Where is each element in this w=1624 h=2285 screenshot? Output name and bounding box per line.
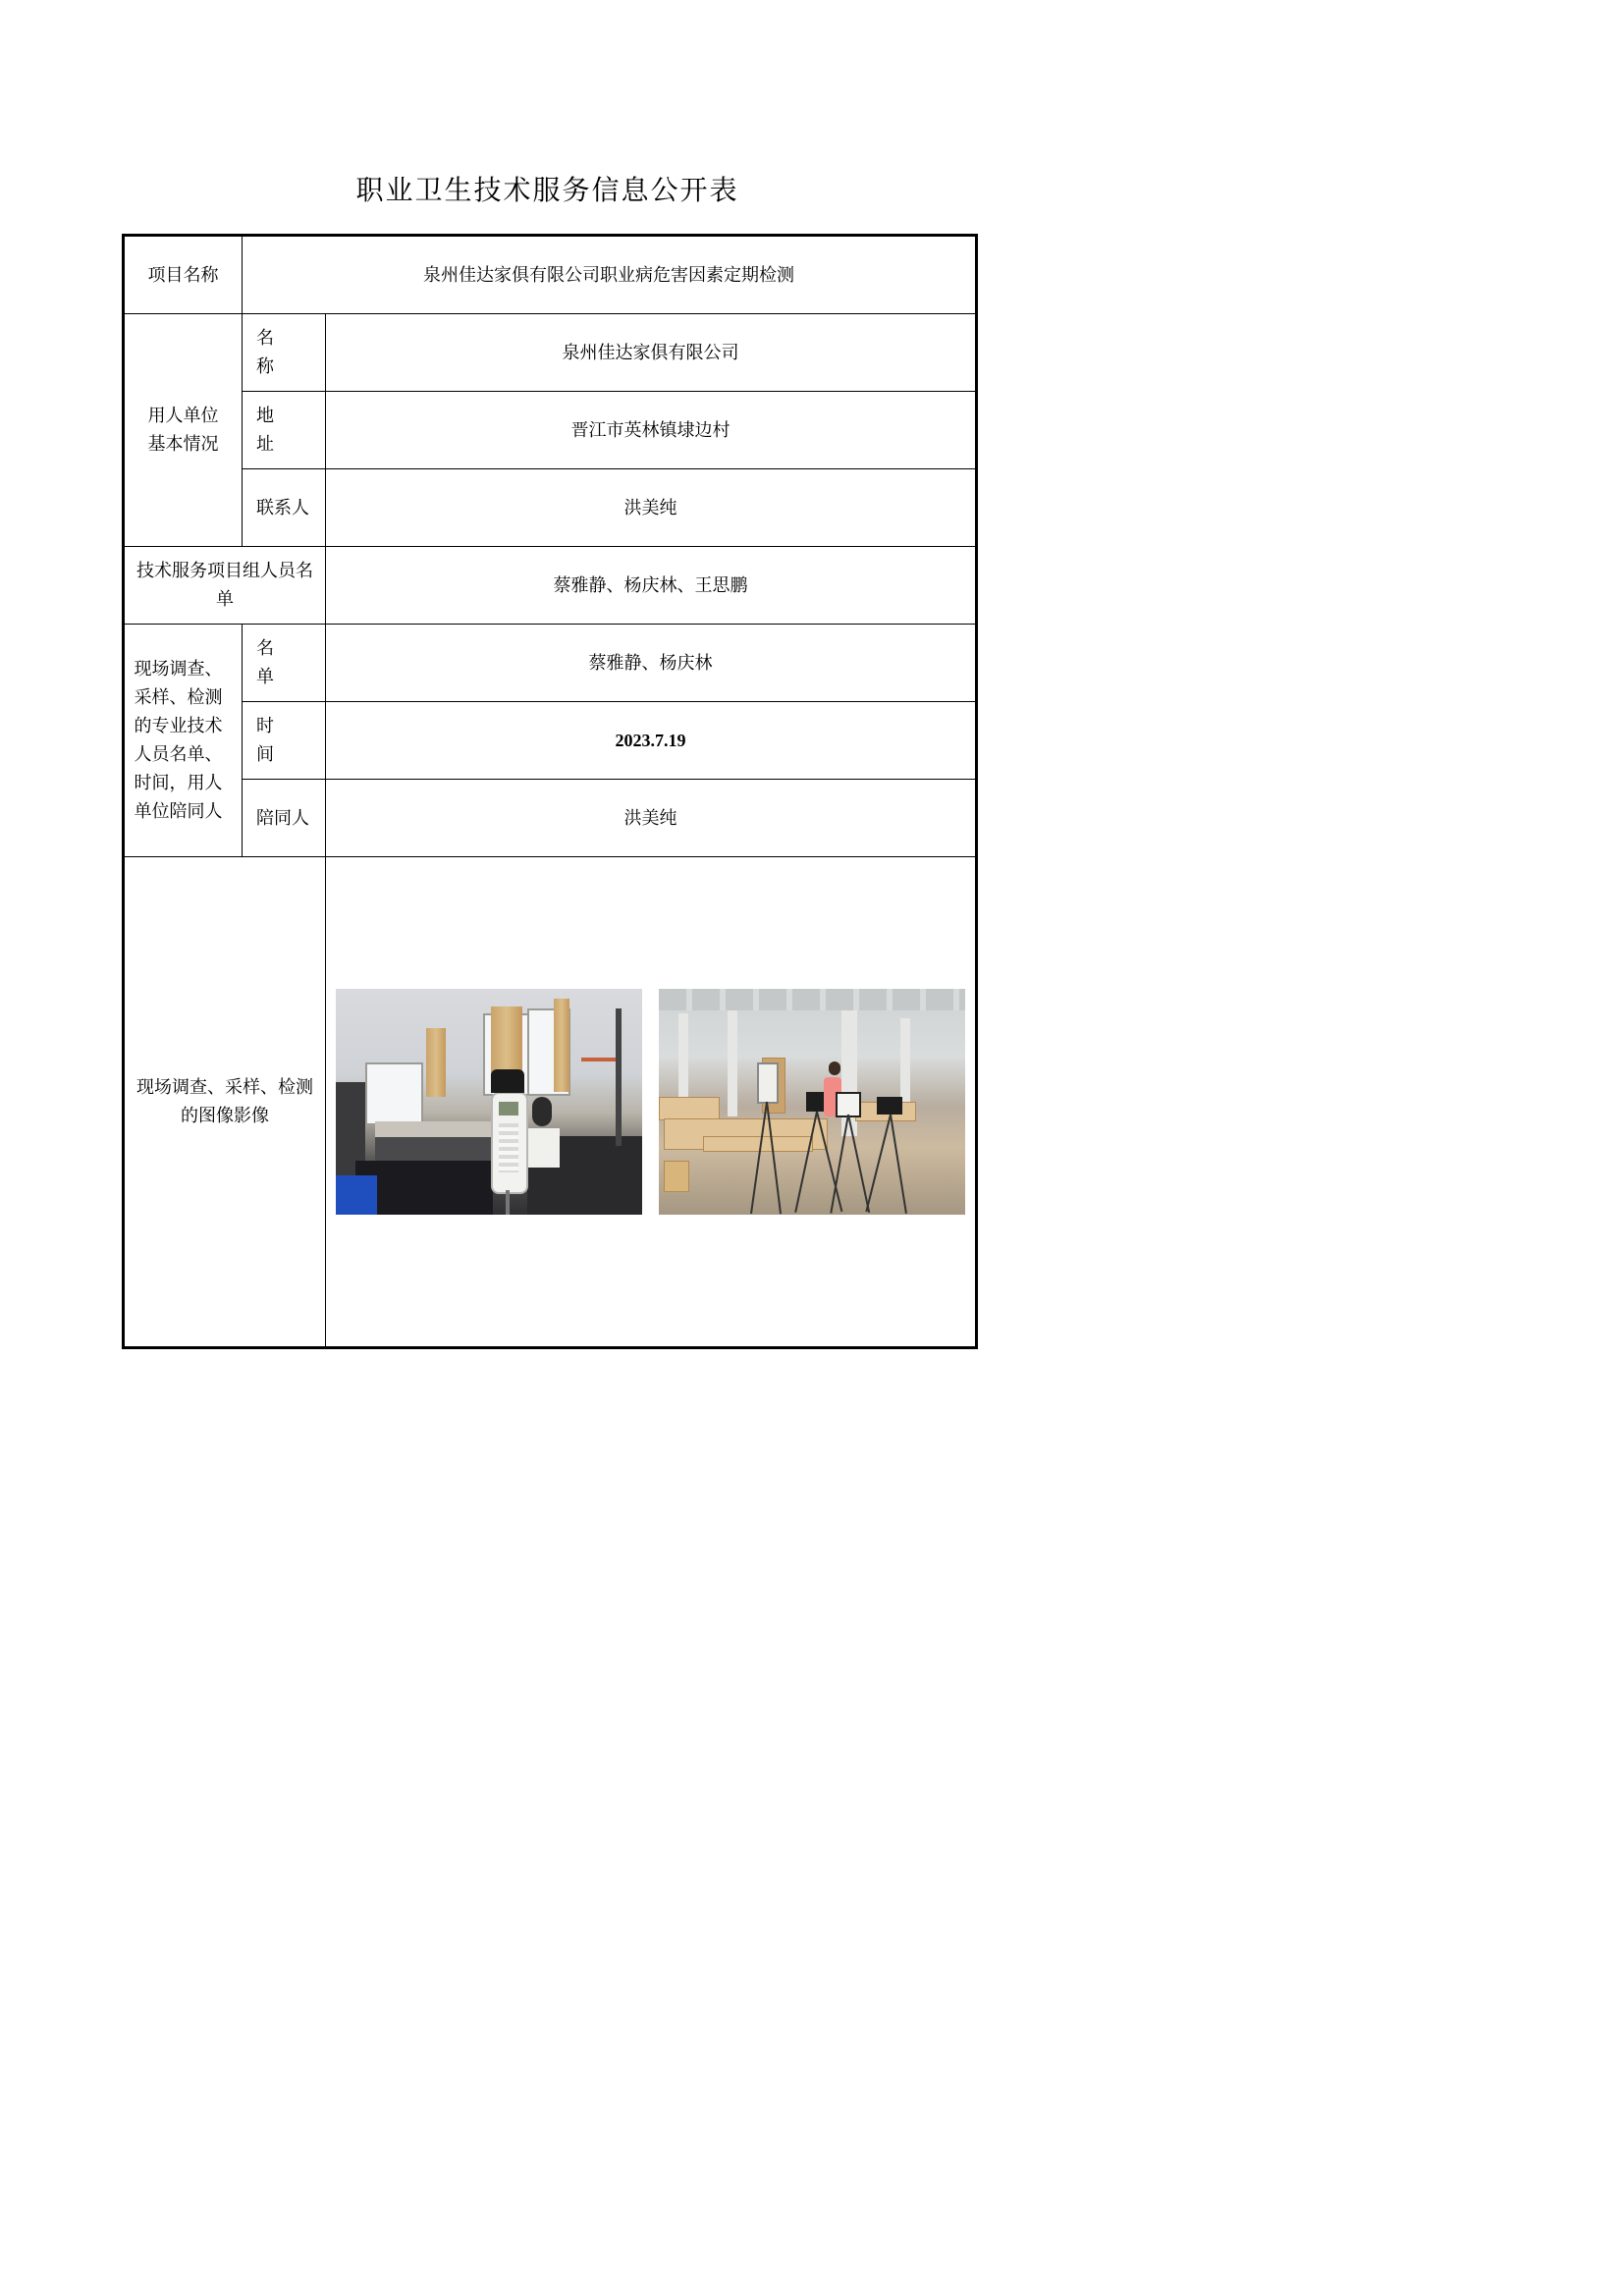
employer-name-label	[243, 314, 326, 392]
images-cell	[326, 857, 977, 1348]
survey-list-label	[243, 625, 326, 702]
survey-label-text: 现场调查、采样、检测的专业技术人员名单、时间，用人单位陪同人	[134, 659, 223, 822]
row-survey-escort	[124, 780, 977, 857]
employer-name-value: 泉州佳达家俱有限公司	[326, 314, 977, 392]
employer-address-value: 晋江市英林镇埭边村	[326, 392, 977, 469]
row-employer-contact	[124, 469, 977, 547]
page-title: 职业卫生技术服务信息公开表	[355, 174, 739, 206]
employer-address-label	[243, 392, 326, 469]
survey-time-label-text: 时间	[256, 716, 299, 765]
images-label-text: 现场调查、采样、检测的图像影像	[136, 1077, 313, 1126]
row-employer-name	[124, 314, 977, 392]
row-survey-list	[124, 625, 977, 702]
team-label-text: 技术服务项目组人员名单	[136, 561, 313, 610]
survey-list-value: 蔡雅静、杨庆林	[326, 625, 977, 702]
site-photo-warehouse	[659, 989, 965, 1215]
survey-label	[124, 625, 243, 857]
survey-escort-value: 洪美纯	[326, 780, 977, 857]
row-team	[124, 547, 977, 625]
row-employer-address	[124, 392, 977, 469]
survey-list-label-text: 名单	[256, 638, 299, 687]
employer-address-label-text: 地址	[256, 406, 299, 455]
team-label	[124, 547, 326, 625]
employer-contact-label: 联系人	[243, 469, 326, 547]
employer-name-label-text: 名称	[256, 328, 299, 377]
images-label	[124, 857, 326, 1348]
team-value: 蔡雅静、杨庆林、王思鹏	[326, 547, 977, 625]
employer-info-label-text: 用人单位基本情况	[147, 406, 219, 455]
info-table	[122, 234, 978, 1349]
employer-info-label	[124, 314, 243, 547]
photo-gallery	[326, 989, 975, 1215]
employer-contact-value: 洪美纯	[326, 469, 977, 547]
survey-time-label	[243, 702, 326, 780]
survey-time-value: 2023.7.19	[326, 702, 977, 780]
row-images	[124, 857, 977, 1348]
row-project	[124, 236, 977, 314]
project-name-value: 泉州佳达家俱有限公司职业病危害因素定期检测	[243, 236, 977, 314]
survey-escort-label: 陪同人	[243, 780, 326, 857]
site-photo-workshop	[336, 989, 642, 1215]
project-name-label: 项目名称	[124, 236, 243, 314]
row-survey-time	[124, 702, 977, 780]
